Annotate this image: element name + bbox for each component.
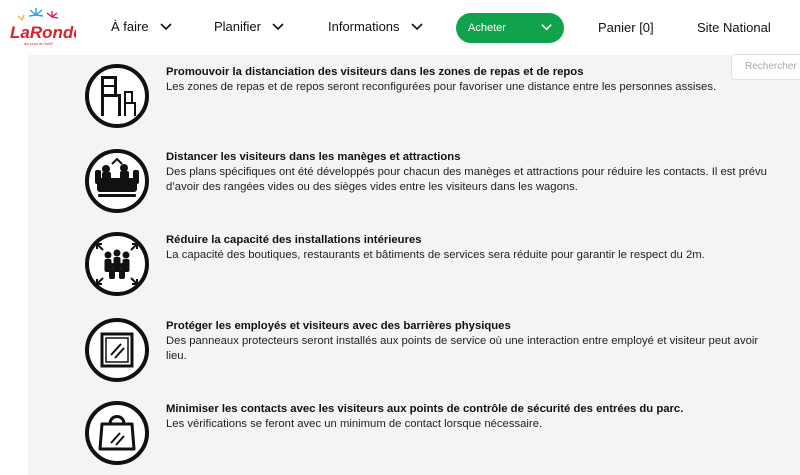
laronde-logo[interactable] [8,6,76,48]
item-description: Les vérifications se feront avec un minimum de contact lorsque nécessaire. [166,418,543,430]
buy-button[interactable] [456,13,564,43]
barrier-panel-icon [84,317,150,383]
buy-button-label: Acheter [468,22,506,34]
svg-text:les pros du thrill!: les pros du thrill! [24,41,54,46]
national-site-link[interactable]: Site National [697,20,771,35]
chevron-down-icon [159,20,173,34]
item-title: Protéger les employés et visiteurs avec des barrières physiques [166,320,511,332]
nav-informations[interactable] [328,19,424,34]
item-title: Distancer les visiteurs dans les manèges et attractions [166,151,461,163]
ride-cart-icon [84,148,150,214]
chevron-down-icon [410,20,424,34]
chevron-down-icon [540,21,553,34]
item-description: Des panneaux protecteurs seront installés aux points de service où une interaction entre employé et visiteur peut avoir lieu. [166,335,759,362]
search-input[interactable]: Rechercher [731,54,800,80]
item-description: Les zones de repas et de repos seront reconfigurées pour favoriser une distance entre les personnes assises. [166,81,717,93]
nav-a-faire-label: À faire [111,19,149,34]
nav-planifier-label: Planifier [214,19,261,34]
nav-informations-label: Informations [328,19,400,34]
safety-measures-list [28,55,800,475]
cart-link[interactable]: Panier [0] [598,20,654,35]
nav-a-faire[interactable] [111,19,173,34]
crowd-reduce-icon [84,231,150,297]
chevron-down-icon [271,20,285,34]
item-title: Réduire la capacité des installations intérieures [166,234,422,246]
bag-check-icon [84,400,150,466]
nav-planifier[interactable] [214,19,285,34]
chairs-icon [84,63,150,129]
item-description: Des plans spécifiques ont été développés pour chacun des manèges et attractions pour réduire les contacts. Il est prévu d’avoir des rangées vides ou des sièges vides entre les visiteurs dans les wagons. [166,166,767,193]
site-header [0,0,800,55]
left-margin [0,55,28,475]
item-description: La capacité des boutiques, restaurants et bâtiments de services sera réduite pour garantir le respect du 2m. [166,249,705,261]
item-title: Promouvoir la distanciation des visiteurs dans les zones de repas et de repos [166,66,584,78]
svg-text:LaRonde: LaRonde [10,23,76,42]
item-title: Minimiser les contacts avec les visiteurs aux points de contrôle de sécurité des entrées du parc. [166,403,684,415]
